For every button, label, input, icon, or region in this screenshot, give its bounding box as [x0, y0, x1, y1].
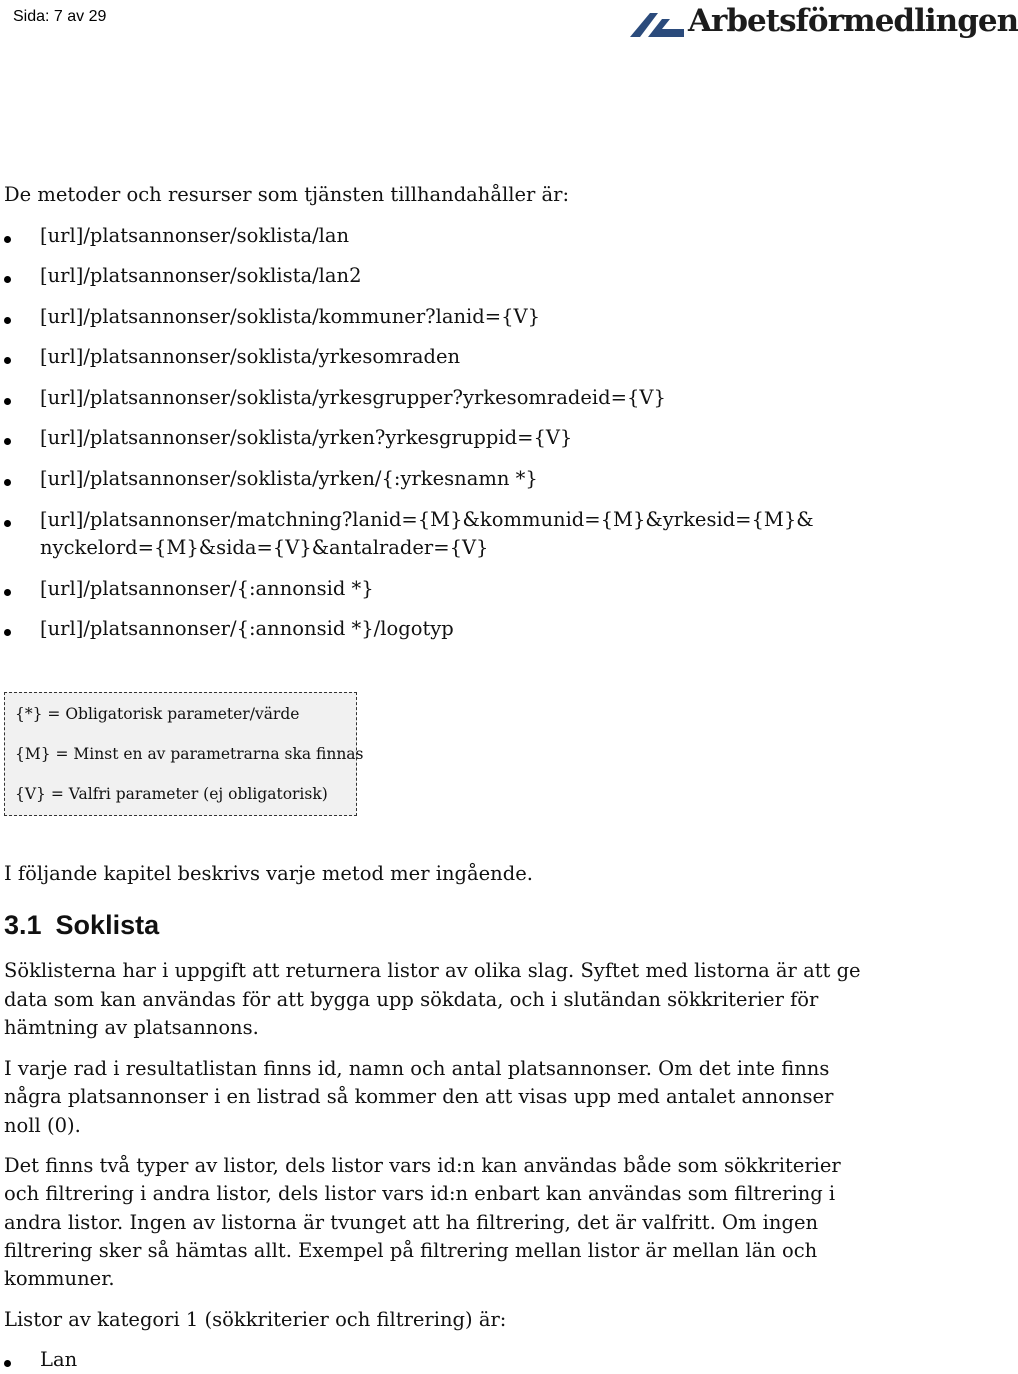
category1-intro: Listor av kategori 1 (sökkriterier och filtrering) är: — [4, 1308, 507, 1331]
paragraph-line: filtrering sker så hämtas allt. Exempel på filtrering mellan listor är mellan län och — [4, 1239, 818, 1262]
paragraph-line: I varje rad i resultatlistan finns id, namn och antal platsannonser. Om det inte finns — [4, 1057, 830, 1080]
after-legend-text: I följande kapitel beskrivs varje metod mer ingående. — [4, 862, 533, 885]
list-item: [url]/platsannonser/soklista/yrken?yrkesgruppid={V} — [40, 426, 573, 449]
section-number: 3.1 — [4, 910, 42, 940]
intro-text: De metoder och resurser som tjänsten tillhandahåller är: — [4, 183, 570, 206]
list-item: [url]/platsannonser/soklista/yrkesgrupper?yrkesomradeid={V} — [40, 386, 666, 409]
arbetsformedlingen-logo — [628, 3, 1018, 47]
paragraph-line: data som kan användas för att bygga upp sökdata, och i slutändan sökkriterier för — [4, 988, 819, 1011]
legend-min-one: {M} = Minst en av parametrarna ska finnas — [15, 745, 364, 763]
list-item: [url]/platsannonser/{:annonsid *} — [40, 577, 374, 600]
bullet-icon — [4, 398, 11, 405]
logo-text: Arbetsförmedlingen — [688, 3, 1018, 39]
paragraph-line: några platsannonser i en listrad så kommer den att visas upp med antalet annonser — [4, 1085, 834, 1108]
paragraph-line: kommuner. — [4, 1267, 115, 1290]
list-item: [url]/platsannonser/soklista/lan2 — [40, 264, 362, 287]
section-title: Soklista — [55, 910, 160, 940]
bullet-icon — [4, 589, 11, 596]
bullet-icon — [4, 276, 11, 283]
bullet-icon — [4, 236, 11, 243]
legend-optional: {V} = Valfri parameter (ej obligatorisk) — [15, 785, 328, 803]
parameter-legend-box — [4, 692, 364, 816]
paragraph-line: Söklisterna har i uppgift att returnera listor av olika slag. Syftet med listorna är att ge — [4, 959, 861, 982]
list-item: [url]/platsannonser/soklista/yrkesomraden — [40, 345, 461, 368]
list-item: [url]/platsannonser/soklista/kommuner?lanid={V} — [40, 305, 540, 328]
bullet-icon — [4, 520, 11, 527]
paragraph-line: och filtrering i andra listor, dels listor vars id:n enbart kan användas som filtrering i — [4, 1182, 836, 1205]
bullet-icon — [4, 479, 11, 486]
list-item: [url]/platsannonser/matchning?lanid={M}&kommunid={M}&yrkesid={M}& — [40, 508, 814, 531]
legend-mandatory: {*} = Obligatorisk parameter/värde — [15, 705, 300, 723]
page-number: Sida: 7 av 29 — [13, 8, 107, 25]
bullet-icon — [4, 438, 11, 445]
list-item: [url]/platsannonser/soklista/lan — [40, 224, 350, 247]
list-item: Lan — [40, 1348, 78, 1371]
paragraph-line: hämtning av platsannons. — [4, 1016, 259, 1039]
list-item: [url]/platsannonser/{:annonsid *}/logotyp — [40, 617, 454, 640]
paragraph-line: Det finns två typer av listor, dels listor vars id:n kan användas både som sökkriterier — [4, 1154, 841, 1177]
paragraph-line: andra listor. Ingen av listorna är tvunget att ha filtrering, det är valfritt. Om ingen — [4, 1211, 819, 1234]
bullet-icon — [4, 317, 11, 324]
bullet-icon — [4, 357, 11, 364]
bullet-icon — [4, 629, 11, 636]
list-item-continuation: nyckelord={M}&sida={V}&antalrader={V} — [40, 536, 489, 559]
bullet-icon — [4, 1360, 11, 1367]
list-item: [url]/platsannonser/soklista/yrken/{:yrkesnamn *} — [40, 467, 538, 490]
paragraph-line: noll (0). — [4, 1114, 81, 1137]
section-heading — [4, 910, 159, 941]
logo-mark-icon — [628, 7, 686, 43]
